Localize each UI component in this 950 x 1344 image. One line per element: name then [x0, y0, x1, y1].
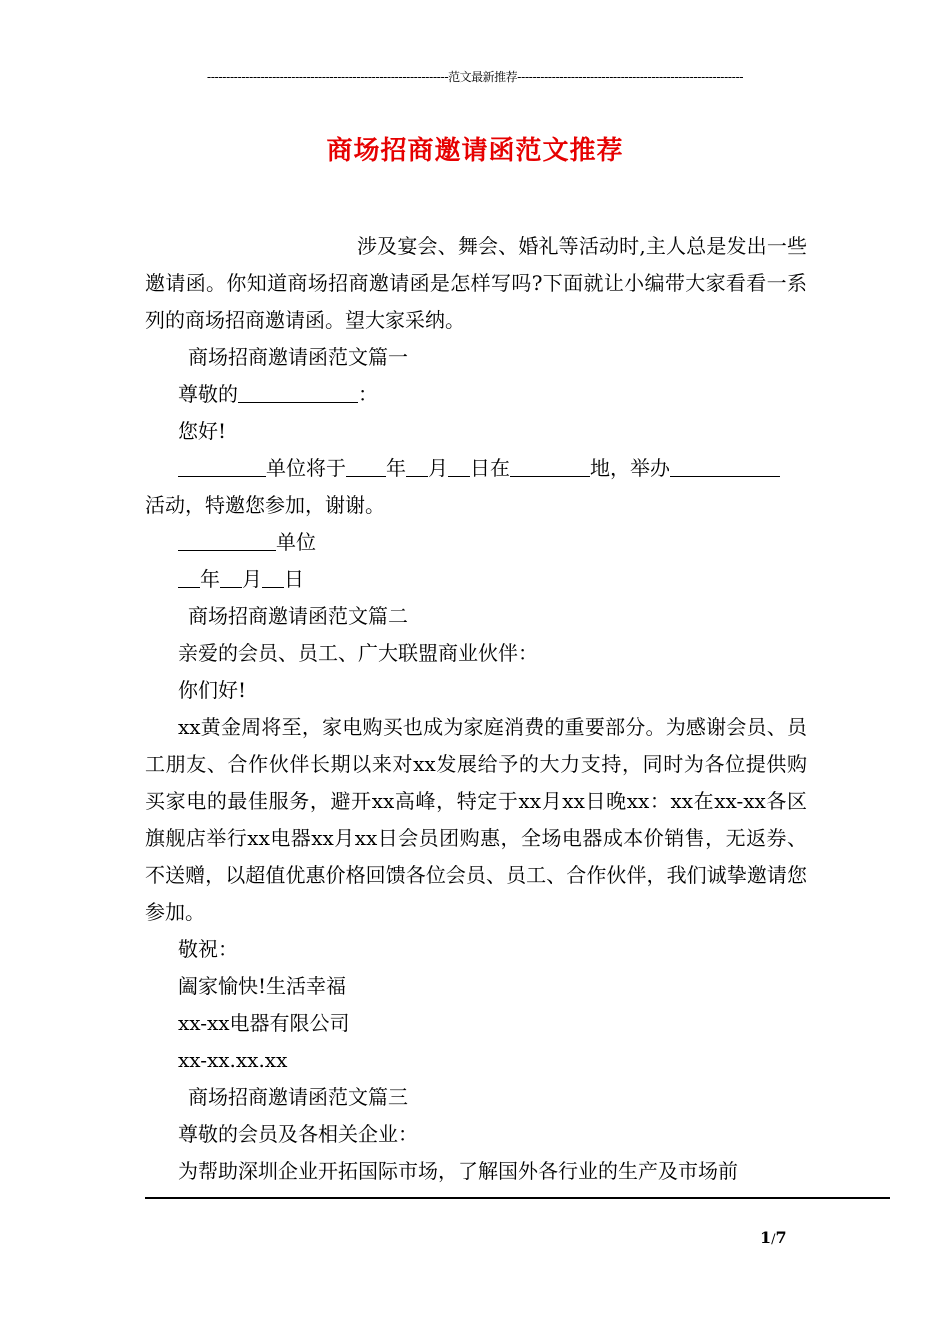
body-fragment: 月 [428, 456, 448, 480]
section-3-body: 为帮助深圳企业开拓国际市场，了解国外各行业的生产及市场前 [178, 1159, 738, 1183]
body-fragment: 地，举办 [590, 456, 670, 480]
body-fragment: 单位将于 [266, 456, 346, 480]
date-fragment: 月 [242, 567, 262, 591]
section-3-heading: 商场招商邀请函范文篇三 [188, 1085, 408, 1109]
intro-paragraph: 涉及宴会、舞会、婚礼等活动时,主人总是发出一些邀请函。你知道商场招商邀请函是怎样写吗?下面就让小编带大家看看一系列的商场招商邀请函。望大家采纳。 [145, 234, 807, 332]
body-fragment: 年 [386, 456, 406, 480]
section-2-company: xx-xx电器有限公司 [178, 1011, 350, 1035]
signature-unit: 单位 [276, 530, 316, 554]
blank-line [178, 565, 200, 588]
section-3-salutation: 尊敬的会员及各相关企业： [178, 1122, 418, 1146]
section-1-body [145, 450, 807, 487]
section-1-salutation [145, 376, 807, 413]
section-1-heading: 商场招商邀请函范文篇一 [188, 345, 408, 369]
blank-line [220, 565, 242, 588]
page-number [760, 1228, 820, 1247]
blank-line [262, 565, 284, 588]
section-2-salutation: 亲爱的会员、员工、广大联盟商业伙伴： [178, 641, 538, 665]
section-2-wish: 阖家愉快!生活幸福 [178, 974, 347, 998]
blank-line [238, 380, 358, 403]
total-pages: 7 [775, 1228, 787, 1247]
section-2-greeting: 你们好! [178, 678, 247, 702]
date-fragment: 日 [284, 567, 304, 591]
blank-line [178, 528, 276, 551]
section-1-signature [145, 524, 807, 561]
section-2-date: xx-xx.xx.xx [178, 1048, 288, 1072]
footer-divider [145, 1197, 890, 1199]
blank-line [406, 454, 428, 477]
document-title: 商场招商邀请函范文推荐 [326, 136, 624, 166]
section-1-body-cont: 活动，特邀您参加，谢谢。 [145, 493, 385, 517]
page-header: ---------------------------------------------------------------范文最新推荐----------------------------------------------------------- [206, 70, 744, 84]
section-2-body: xx黄金周将至，家电购买也成为家庭消费的重要部分。为感谢会员、员工朋友、合作伙伴长期以来对xx发展给予的大力支持，同时为各位提供购买家电的最佳服务，避开xx高峰，特定于xx月xx日晚xx：xx在xx-xx各区旗舰店举行xx电器xx月xx日会员团购惠，全场电器成本价销售，无返券、不送赠，以超值优惠价格回馈各位会员、员工、合作伙伴，我们诚挚邀请您参加。 [145, 715, 807, 924]
salutation-text: 尊敬的 [178, 382, 238, 406]
section-1-date [145, 561, 807, 598]
current-page: 1 [760, 1228, 772, 1247]
section-2-closing: 敬祝： [178, 937, 238, 961]
body-fragment: 日在 [470, 456, 510, 480]
salutation-colon: ： [358, 382, 378, 406]
date-fragment: 年 [200, 567, 220, 591]
blank-line [510, 454, 590, 477]
section-2-heading: 商场招商邀请函范文篇二 [188, 604, 408, 628]
blank-line [346, 454, 386, 477]
blank-line [178, 454, 266, 477]
blank-line [448, 454, 470, 477]
page-separator: / [771, 1232, 776, 1247]
document-body [145, 228, 807, 1190]
section-1-greeting: 您好! [178, 419, 227, 443]
blank-line [670, 454, 780, 477]
